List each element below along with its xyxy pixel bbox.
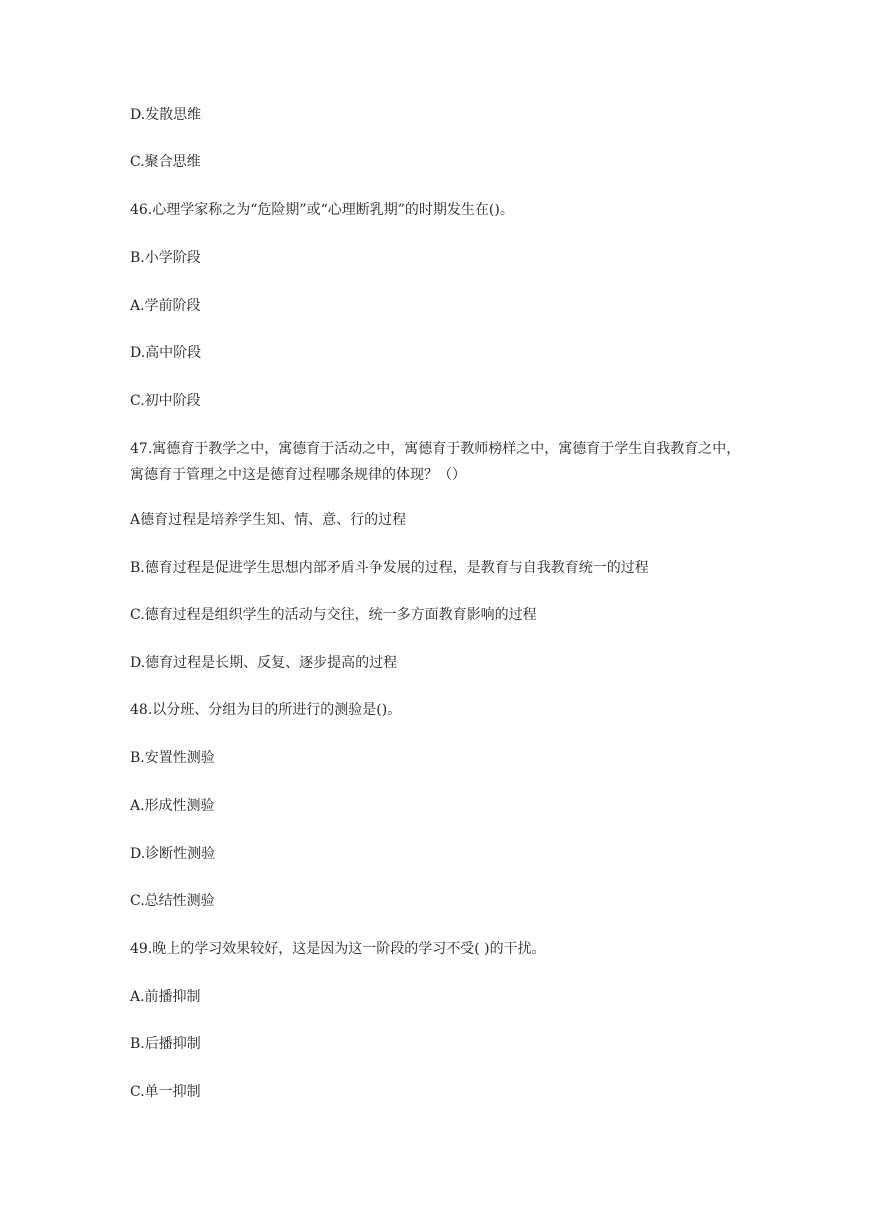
question-48: 48.以分班、分组为目的所进行的测验是()。 (130, 702, 402, 718)
option-d-q46: D.高中阶段 (130, 345, 202, 361)
option-c-q45: C.聚合思维 (130, 154, 201, 170)
option-c-q48: C.总结性测验 (130, 893, 215, 909)
option-b-q48: B.安置性测验 (130, 750, 215, 766)
option-d-q45: D.发散思维 (130, 107, 202, 123)
question-47: 47.寓德育于教学之中，寓德育于活动之中，寓德育于教师榜样之中，寓德育于学生自我教育之中，寓德育于管理之中这是德育过程哪条规律的体现？（） (130, 441, 741, 483)
option-b-q46: B.小学阶段 (130, 250, 201, 266)
option-c-q46: C.初中阶段 (130, 393, 201, 409)
option-b-q49: B.后播抑制 (130, 1036, 201, 1052)
option-a-q48: A.形成性测验 (130, 798, 215, 814)
question-49: 49.晚上的学习效果较好，这是因为这一阶段的学习不受( )的干扰。 (130, 941, 546, 957)
option-a-q49: A.前播抑制 (130, 989, 201, 1005)
option-a-q47: A德育过程是培养学生知、情、意、行的过程 (130, 512, 407, 528)
option-d-q48: D.诊断性测验 (130, 846, 216, 862)
question-46: 46.心理学家称之为“危险期”或“心理断乳期”的时期发生在()。 (130, 202, 514, 218)
option-c-q49: C.单一抑制 (130, 1084, 201, 1100)
option-d-q47: D.德育过程是长期、反复、逐步提高的过程 (130, 655, 398, 671)
option-c-q47: C.德育过程是组织学生的活动与交往，统一多方面教育影响的过程 (130, 607, 537, 623)
option-b-q47: B.德育过程是促进学生思想内部矛盾斗争发展的过程，是教育与自我教育统一的过程 (130, 560, 649, 576)
option-a-q46: A.学前阶段 (130, 298, 201, 314)
